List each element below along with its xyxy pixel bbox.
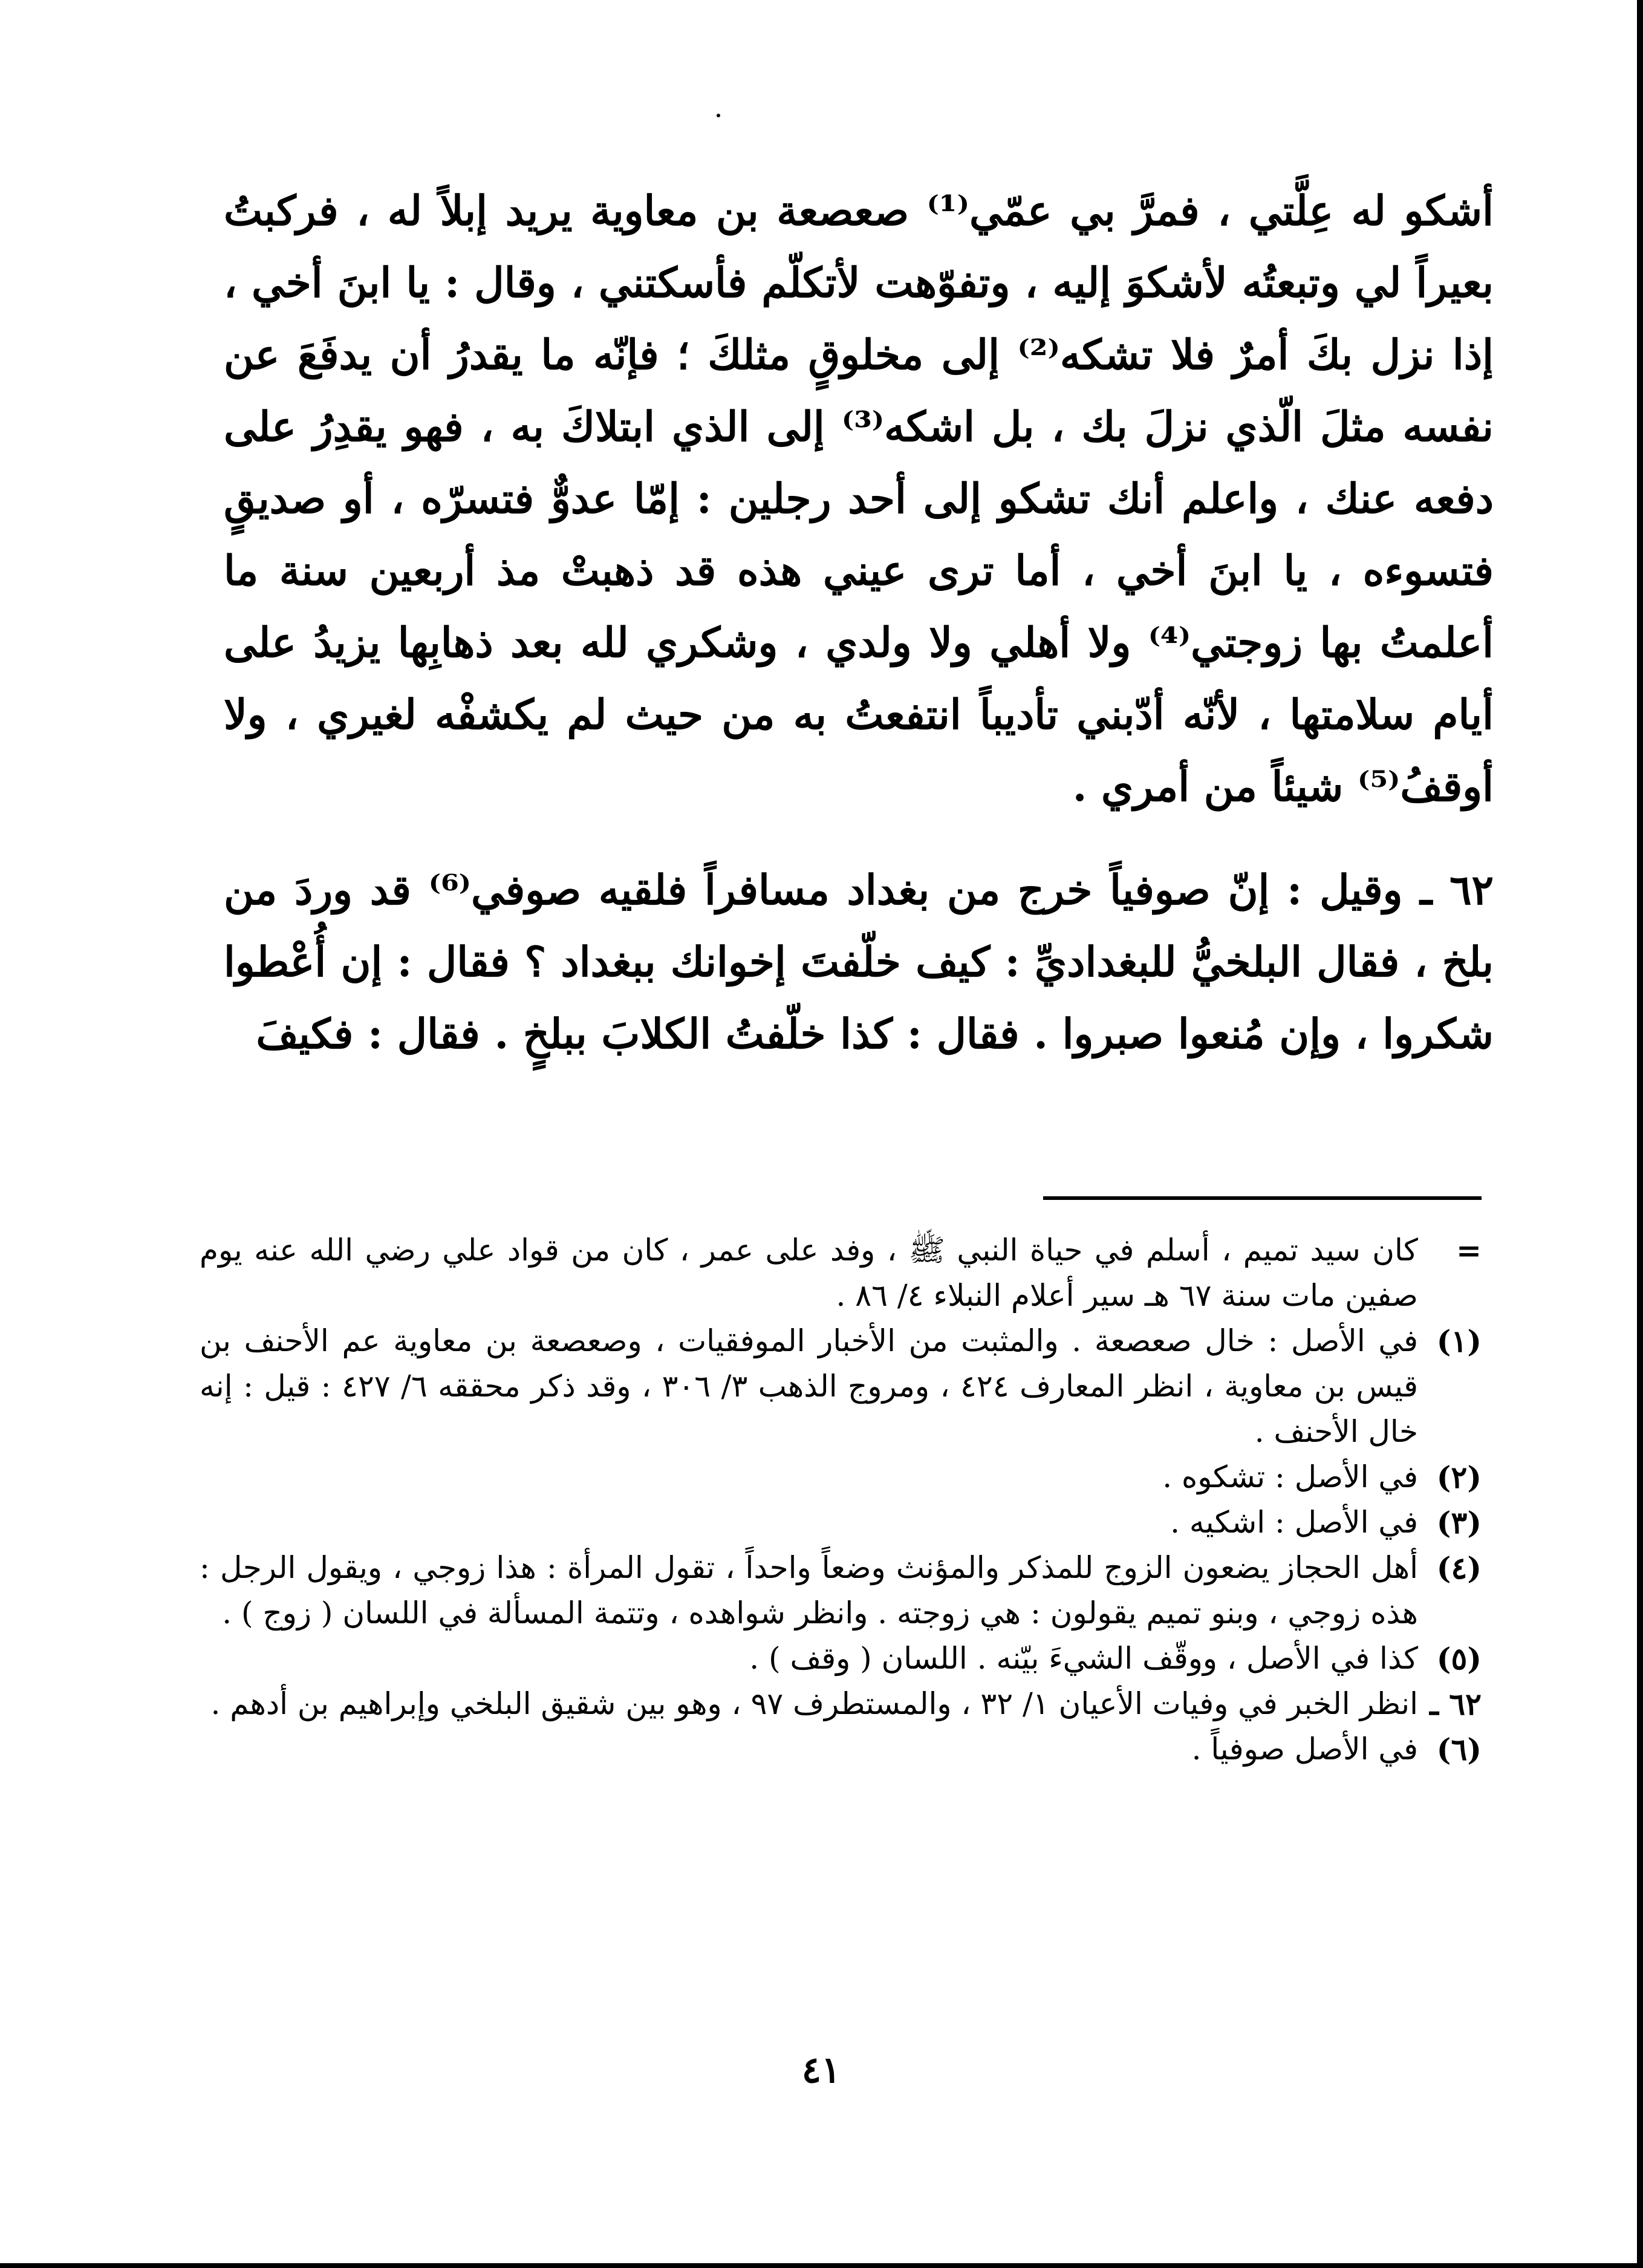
- footnote-text: كان سيد تميم ، أسلم في حياة النبي ﷺ ، وفد على عمر ، كان من قواد علي رضي الله عنه يوم صفين مات سنة ٦٧ هـ سير أعلام النبلاء ٤/ ٨٦ .: [200, 1233, 1418, 1313]
- footnote-mark: (٣): [1436, 1505, 1482, 1540]
- footnote-1: [200, 1318, 1482, 1455]
- footnote-mark: (٥): [1436, 1641, 1482, 1677]
- scan-speck: [717, 114, 720, 117]
- footnote-4: [200, 1545, 1482, 1636]
- main-paragraph-1: أشكو له عِلَّتي ، فمرَّ بي عمّي⁽¹⁾ صعصعة بن معاوية يريد إبلاً له ، فركبتُ بعيراً لي وتبعتُه لأشكوَ إليه ، وتفوّهت لأتكلّم فأسكتني ، وقال : يا ابنَ أخي ، إذا نزل بكَ أمرٌ فلا تشكه⁽²⁾ إلى مخلوقٍ مثلكَ ؛ فإنّه ما يقدرُ أن يدفَعَ عن نفسه مثلَ الّذي نزلَ بك ، بل اشكه⁽³⁾ إلى الذي ابتلاكَ به ، فهو يقدِرُ على دفعه عنك ، واعلم أنك تشكو إلى أحد رجلين : إمّا عدوٌّ فتسرّه ، أو صديقٍ فتسوءه ، يا ابنَ أخي ، أما ترى عيني هذه قد ذهبتْ مذ أربعين سنة ما أعلمتُ بها زوجتي⁽⁴⁾ ولا أهلي ولا ولدي ، وشكري لله بعد ذهابِها يزيدُ على أيام سلامتها ، لأنّه أدّبني تأديباً انتفعتُ به من حيث لم يكشفْه لغيري ، ولا أوقفُ⁽⁵⁾ شيئاً من أمري .: [224, 187, 1494, 811]
- scan-bottom-edge: [0, 2263, 1643, 2268]
- footnote-3: [200, 1500, 1482, 1545]
- footnote-divider: [1043, 1196, 1482, 1200]
- footnote-2: [200, 1455, 1482, 1500]
- footnote-5: [200, 1636, 1482, 1681]
- footnotes-block: [200, 1228, 1482, 1772]
- footnote-text: في الأصل : تشكوه .: [1162, 1459, 1418, 1494]
- footnote-mark: ٦٢ ـ: [1430, 1686, 1482, 1722]
- footnote-text: انظر الخبر في وفيات الأعيان ١/ ٣٢ ، والمستطرف ٩٧ ، وهو بين شقيق البلخي وإبراهيم بن أدهم .: [210, 1686, 1418, 1721]
- footnote-mark: (٦): [1436, 1732, 1482, 1767]
- footnote-text: في الأصل صوفياً .: [1191, 1732, 1418, 1767]
- footnote-text: في الأصل : اشكيه .: [1170, 1505, 1418, 1540]
- main-paragraph-2: ٦٢ ـ وقيل : إنّ صوفياً خرج من بغداد مسافراً فلقيه صوفي⁽⁶⁾ قد وردَ من بلخ ، فقال البلخيُّ للبغداديِّ : كيف خلّفتَ إخوانك ببغداد ؟ فقال : إن أُعْطوا شكروا ، وإن مُنعوا صبروا . فقال : كذا خلّفتُ الكلابَ ببلخٍ . فقال : فكيفَ: [224, 866, 1494, 1058]
- footnote-mark: =: [1456, 1233, 1482, 1268]
- footnote-text: كذا في الأصل ، ووقّف الشيءَ بيّنه . اللسان ( وقف ) .: [749, 1641, 1418, 1676]
- footnote-mark: (٢): [1436, 1459, 1482, 1495]
- main-text-block: [224, 175, 1494, 1070]
- footnote-mark: (٤): [1436, 1550, 1482, 1586]
- footnote-text: أهل الحجاز يضعون الزوج للمذكر والمؤنث وضعاً واحداً ، تقول المرأة : هذا زوجي ، ويقول الرجل : هذه زوجي ، وبنو تميم يقولون : هي زوجته . وانظر شواهده ، وتتمة المسألة في اللسان ( زوج ) .: [200, 1550, 1418, 1631]
- footnote-mark: (١): [1436, 1323, 1482, 1359]
- scan-right-edge: [1637, 0, 1643, 2268]
- footnote-text: في الأصل : خال صعصعة . والمثبت من الأخبار الموفقيات ، وصعصعة بن معاوية عم الأحنف بن قيس بن معاوية ، انظر المعارف ٤٢٤ ، ومروج الذهب ٣/ ٣٠٦ ، وقد ذكر محققه ٦/ ٤٢٧ : قيل : إنه خال الأحنف .: [200, 1323, 1418, 1449]
- footnote-item-62: [200, 1681, 1482, 1727]
- footnote-6: [200, 1727, 1482, 1772]
- footnote-continuation: [200, 1228, 1482, 1318]
- page-number: ٤١: [801, 2049, 841, 2091]
